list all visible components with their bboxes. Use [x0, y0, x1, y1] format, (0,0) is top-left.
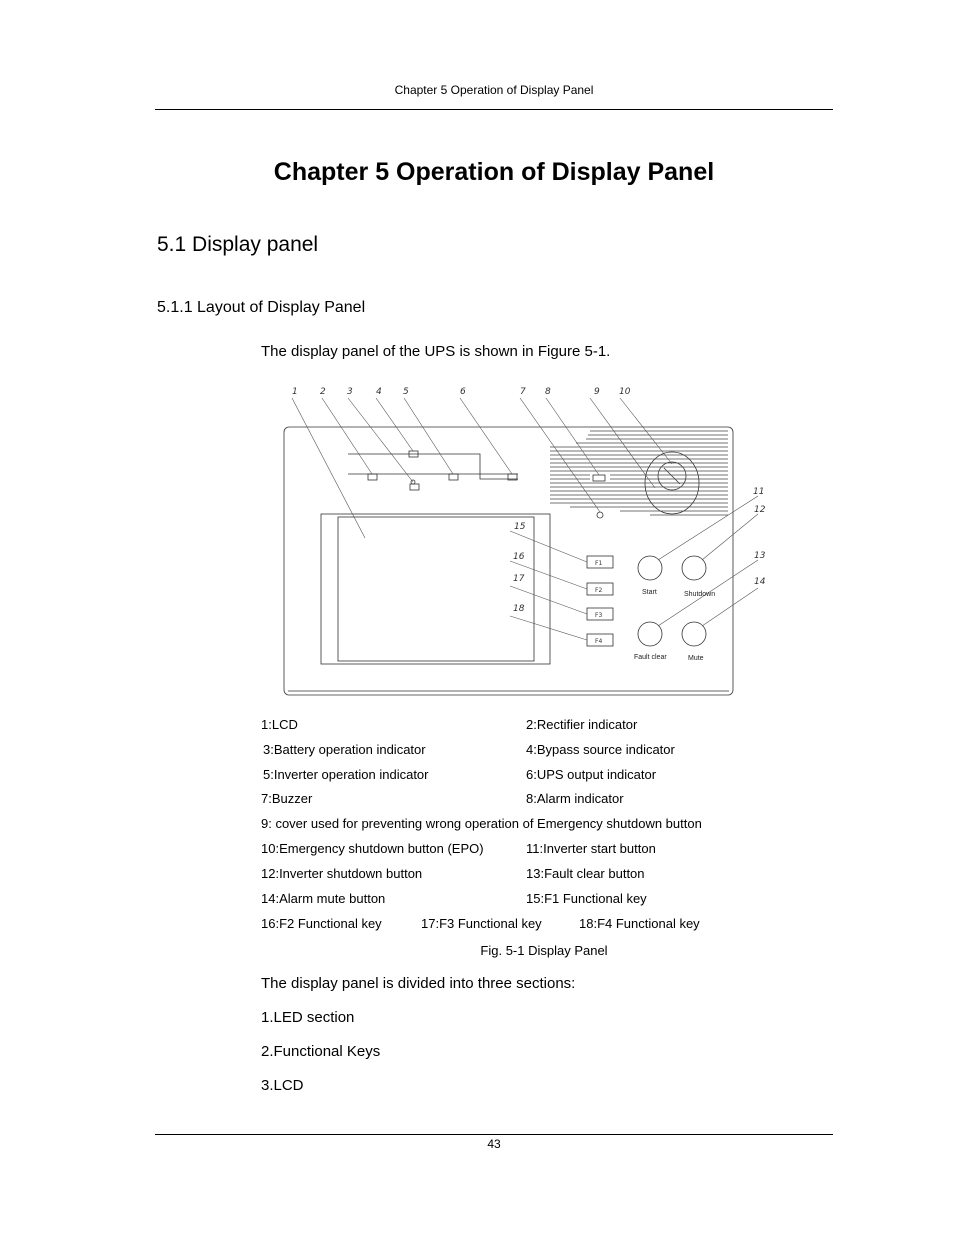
- page-number: 43: [487, 1137, 501, 1151]
- legend-item: 17:F3 Functional key: [421, 916, 542, 931]
- legend-item: 7:Buzzer: [261, 791, 313, 806]
- fault-clear-label: Fault clear: [634, 654, 667, 661]
- legend-item: 1:LCD: [261, 717, 298, 732]
- f3-key-label: F3: [595, 612, 603, 619]
- footer-rule: [155, 1134, 833, 1135]
- callout-6: 6: [460, 387, 466, 397]
- section-title: 5.1 Display panel: [157, 233, 319, 256]
- callout-18: 18: [513, 604, 525, 614]
- callout-2: 2: [320, 387, 326, 397]
- callout-11: 11: [753, 487, 765, 497]
- legend-item: 16:F2 Functional key: [261, 916, 382, 931]
- callout-9: 9: [594, 387, 600, 397]
- display-panel-figure: [270, 378, 770, 703]
- inverter-operation-indicator: [449, 474, 458, 480]
- vent-grille: [550, 431, 728, 515]
- legend-item: 18:F4 Functional key: [579, 916, 700, 931]
- callout-4: 4: [376, 387, 382, 397]
- sections-intro: The display panel is divided into three sections:: [261, 975, 576, 992]
- running-header: Chapter 5 Operation of Display Panel: [394, 83, 594, 97]
- rectifier-indicator: [368, 474, 377, 480]
- buzzer: [597, 512, 603, 518]
- legend-item: 3:Battery operation indicator: [263, 742, 426, 757]
- legend-item: 12:Inverter shutdown button: [261, 866, 423, 881]
- legend-item: 2:Rectifier indicator: [526, 717, 638, 732]
- legend-item: 4:Bypass source indicator: [526, 742, 675, 757]
- callout-13: 13: [754, 551, 766, 561]
- callout-10: 10: [619, 387, 631, 397]
- callout-17: 17: [513, 574, 525, 584]
- leader-lines: [292, 398, 758, 640]
- legend-item: 10:Emergency shutdown button (EPO): [261, 841, 484, 856]
- intro-paragraph: The display panel of the UPS is shown in Figure 5-1.: [261, 343, 611, 360]
- legend-item: 6:UPS output indicator: [526, 767, 657, 782]
- section-list-item: 2.Functional Keys: [261, 1043, 381, 1060]
- f4-key-label: F4: [595, 638, 603, 645]
- section-list-item: 3.LCD: [261, 1077, 304, 1094]
- callout-12: 12: [754, 505, 766, 515]
- legend-item: 8:Alarm indicator: [526, 791, 624, 806]
- callout-8: 8: [545, 387, 551, 397]
- legend-item: 14:Alarm mute button: [261, 891, 386, 906]
- section-list-item: 1.LED section: [261, 1009, 355, 1026]
- alarm-indicator: [593, 475, 605, 481]
- legend-item: 5:Inverter operation indicator: [263, 767, 429, 782]
- subsection-title: 5.1.1 Layout of Display Panel: [157, 299, 366, 316]
- legend-item: 9: cover used for preventing wrong operation of Emergency shutdown button: [261, 816, 702, 831]
- figure-caption: Fig. 5-1 Display Panel: [480, 943, 608, 958]
- callout-1: 1: [292, 387, 298, 397]
- f1-key-label: F1: [595, 560, 603, 567]
- mute-label: Mute: [688, 655, 704, 662]
- callout-7: 7: [520, 387, 526, 397]
- start-label: Start: [642, 589, 657, 596]
- legend-item: 13:Fault clear button: [526, 866, 645, 881]
- callout-5: 5: [403, 387, 409, 397]
- bypass-source-indicator: [410, 484, 419, 490]
- legend-item: 15:F1 Functional key: [526, 891, 647, 906]
- callout-3: 3: [347, 387, 353, 397]
- shutdown-label: Shutdown: [684, 591, 716, 598]
- legend-item: 11:Inverter start button: [526, 841, 656, 856]
- callout-14: 14: [754, 577, 766, 587]
- lcd-screen: [321, 514, 550, 664]
- f2-key-label: F2: [595, 587, 603, 594]
- callout-16: 16: [513, 552, 525, 562]
- header-rule: [155, 109, 833, 110]
- callout-15: 15: [514, 522, 526, 532]
- chapter-title: Chapter 5 Operation of Display Panel: [273, 158, 715, 186]
